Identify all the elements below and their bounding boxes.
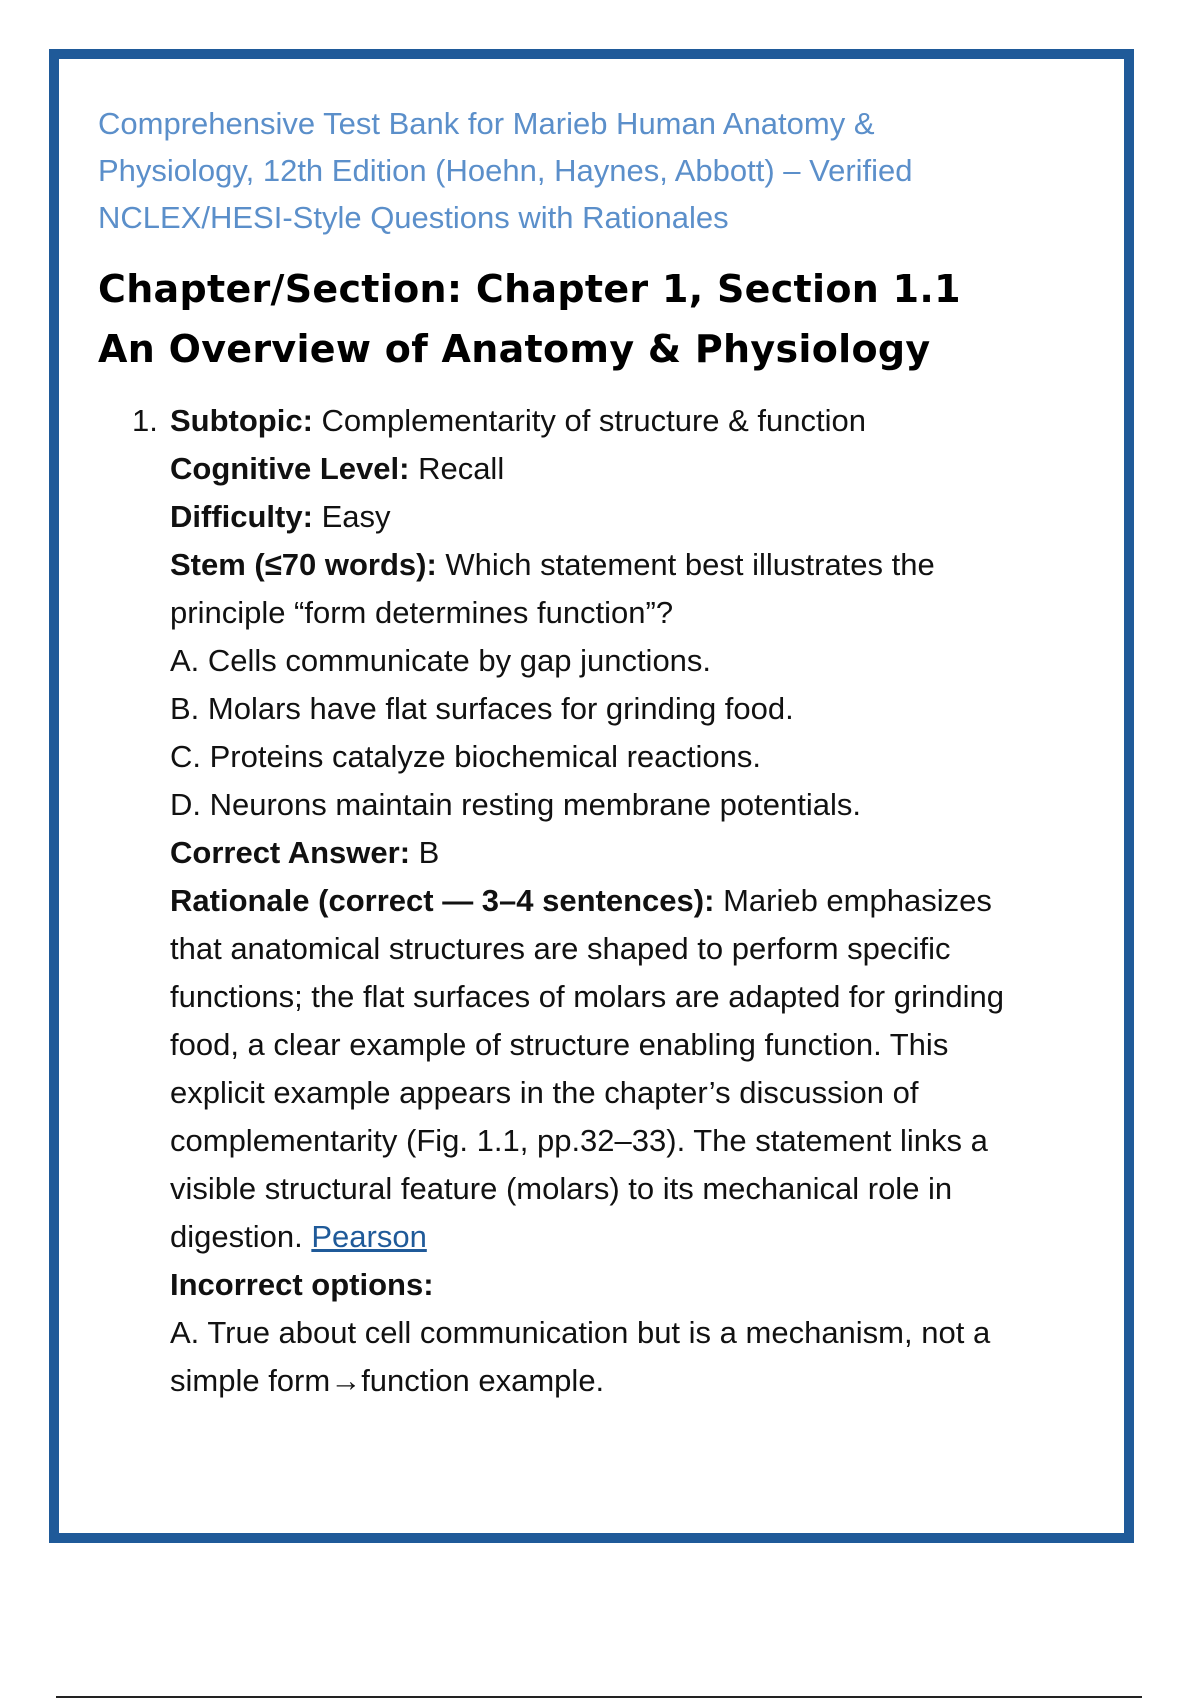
overview-heading: An Overview of Anatomy & Physiology	[98, 327, 931, 371]
question-list	[98, 397, 1028, 1405]
subtopic-value: Complementarity of structure & function	[321, 403, 866, 438]
correct-answer-value: B	[418, 835, 440, 870]
question-item	[98, 397, 1028, 1405]
chapter-section-heading: Chapter/Section: Chapter 1, Section 1.1	[98, 267, 961, 311]
difficulty-value: Easy	[321, 499, 391, 534]
cognitive-level-line	[170, 445, 1028, 493]
subtopic-label: Subtopic:	[170, 403, 313, 438]
option-c: C. Proteins catalyze biochemical reactions.	[170, 739, 761, 774]
difficulty-line	[170, 493, 1028, 541]
stem-line	[170, 541, 1028, 637]
stem-label: Stem (≤70 words):	[170, 547, 437, 582]
bottom-rule-divider	[56, 1696, 1142, 1698]
incorrect-options-label: Incorrect options:	[170, 1267, 434, 1302]
correct-answer-line	[170, 829, 1028, 877]
section-heading	[98, 259, 1028, 379]
cognitive-level-label: Cognitive Level:	[170, 451, 410, 486]
pearson-source-link[interactable]: Pearson	[311, 1219, 427, 1254]
correct-answer-label: Correct Answer:	[170, 835, 411, 870]
subtopic-line	[170, 397, 1028, 445]
rationale-paragraph	[170, 877, 1028, 1261]
document-title: Comprehensive Test Bank for Marieb Human Anatomy & Physiology, 12th Edition (Hoehn, Haynes, Abbott) – Verified NCLEX/HESI-Style Questions with Rationales	[98, 106, 913, 235]
difficulty-label: Difficulty:	[170, 499, 313, 534]
cognitive-level-value: Recall	[418, 451, 505, 486]
rationale-text: Marieb emphasizes that anatomical structures are shaped to perform specific functions; the flat surfaces of molars are adapted for grinding food, a clear example of structure enabling function. This explicit example appears in the chapter’s discussion of complementarity (Fig. 1.1, pp.32–33). The statement links a visible structural feature (molars) to its mechanical role in digestion.	[170, 883, 1005, 1254]
option-d: D. Neurons maintain resting membrane potentials.	[170, 787, 861, 822]
question-number: 1.	[132, 403, 158, 438]
option-a: A. Cells communicate by gap junctions.	[170, 643, 712, 678]
incorrect-option-a: A. True about cell communication but is a mechanism, not a simple form→function example.	[170, 1315, 991, 1398]
stem-text: Which statement best illustrates the principle “form determines function”?	[170, 547, 935, 630]
document-content	[98, 100, 1028, 1405]
rationale-label: Rationale (correct — 3–4 sentences):	[170, 883, 715, 918]
option-b: B. Molars have flat surfaces for grinding food.	[170, 691, 794, 726]
